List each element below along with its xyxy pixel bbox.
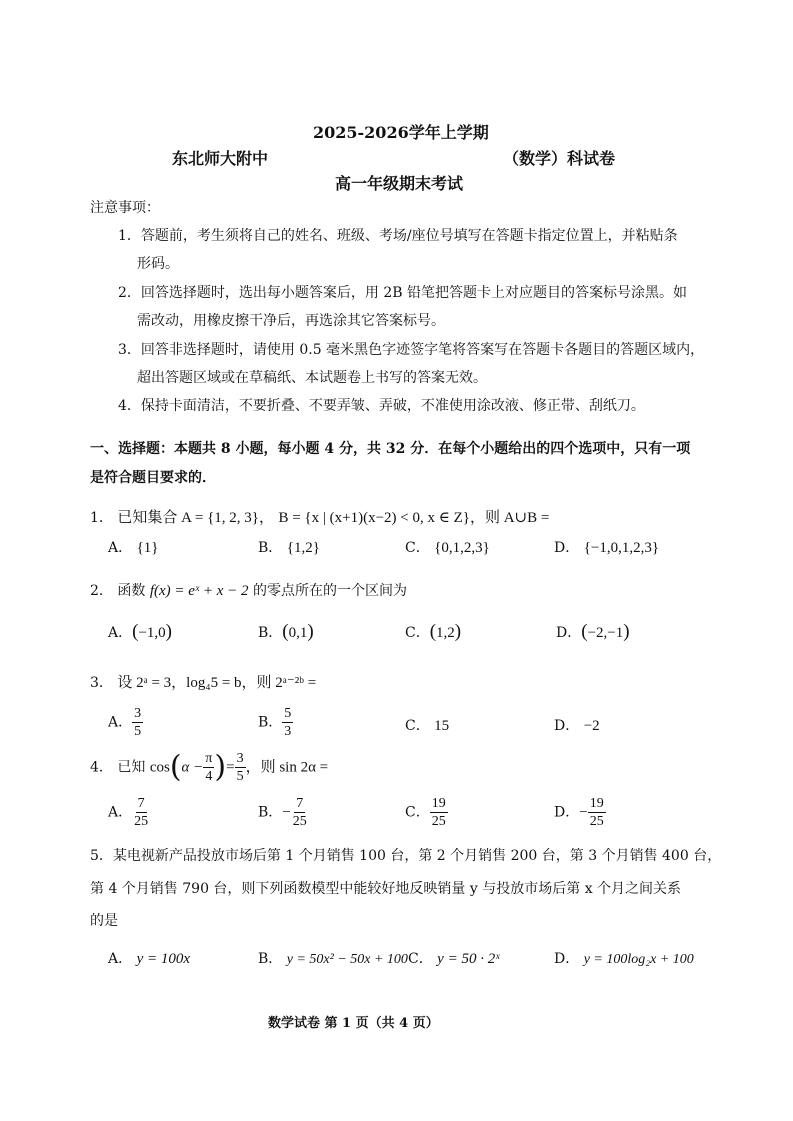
q5-option-b [258,948,408,968]
q2-option-c: C．(1,2) [405,621,462,642]
option-letter: D． [554,951,580,967]
term-title: 2025-2026学年上学期 [313,123,489,142]
q1-option-b [258,537,320,557]
q4-number: 4． [90,759,113,776]
option-sign: − [579,804,588,821]
option-text: {1,2} [286,540,320,556]
q5-option-a [108,948,190,968]
option-letter: B． [258,951,283,967]
option-letter: A． [108,540,133,556]
q3-stem [90,671,316,692]
q5-stem-line-2: 第 4 个月销售 790 台，则下列函数模型中能较好地反映销量 y 与投放市场后第 x 个月之间关系 [90,881,682,897]
option-letter: C． [408,951,433,967]
q4-alpha: α − [181,759,204,776]
q2-function: f(x) = eˣ + x − 2 [149,583,249,599]
q5-option-d [554,948,694,968]
fraction-numerator: 19 [431,796,446,811]
q2-stem-a: 函数 [117,583,146,599]
option-letter: B． [258,540,283,556]
q3-option-c [405,715,449,735]
q2-option-a: A．(−1,0) [108,621,172,642]
q4-equals: = [226,759,235,776]
option-text: −2,−1 [587,625,624,641]
option-text: {0,1,2,3} [434,540,490,556]
q2-number: 2． [90,583,113,599]
section-1-heading: 一、选择题：本题共 8 小题，每小题 4 分，共 32 分．在每个小题给出的四个选项中，只有一项 [90,441,691,457]
fraction-numerator: 19 [589,796,604,811]
fraction [430,795,448,830]
option-letter: D． [556,625,582,641]
q1-option-d [554,537,659,557]
fraction-3-5 [235,750,246,785]
option-text: y = 50 · 2ˣ [437,951,500,967]
q2-stem [90,580,407,600]
option-text: 0,1 [288,625,308,641]
option-letter: D． [554,718,580,734]
exam-title: 高一年级期末考试 [335,174,464,193]
q4-option-b [258,795,309,830]
subject-title: （数学）科试卷 [503,149,616,168]
option-letter: A． [108,625,133,641]
q3-number: 3． [90,675,113,691]
q1-stem [90,506,549,527]
q1-stem-a: 已知集合 A = {1, 2, 3}， [117,510,274,526]
q5-option-c [408,948,499,968]
q4-stem-b: ，则 sin 2α = [245,759,329,776]
q4-stem-a: 已知 [117,759,146,776]
q4-option-d [554,795,606,830]
option-letter: A． [108,804,133,821]
fraction [291,795,309,830]
notes-item-3: 3．回答非选择题时，请使用 0.5 毫米黑色字迹签字笔将答案写在答题卡各题目的答题区域内， [118,342,705,358]
fraction-pi-4 [203,750,214,785]
option-text: 1,2 [436,625,455,641]
option-letter: B． [258,625,283,641]
notes-item-2: 2．回答选择题时，选出每小题答案后，用 2B 铅笔把答题卡上对应题目的答案标号涂黑。如 [118,285,688,301]
fraction-denominator: 5 [134,724,142,739]
q4-option-a [108,795,150,830]
option-text: y = 100log₂x + 100 [583,952,694,967]
q5-stem-line-3: 的是 [90,913,118,929]
q1-option-a [108,537,158,557]
option-letter: B． [258,714,283,731]
option-text: −2 [583,718,600,734]
q1-option-c [405,537,490,557]
q3-option-b [258,705,293,740]
q4-stem [90,750,328,785]
option-letter: C． [405,718,430,734]
left-paren: ( [169,749,182,785]
fraction-numerator: π [205,751,213,766]
notes-item-4: 4．保持卡面清洁，不要折叠、不要弄皱、弄破，不准使用涂改液、修正带、刮纸刀。 [118,398,645,414]
q3-option-d [554,715,600,735]
q3-option-a [108,705,143,740]
fraction-numerator: 5 [284,706,292,721]
fraction-numerator: 7 [137,796,145,811]
fraction-denominator: 25 [134,814,149,829]
option-letter: D． [554,540,580,556]
notes-item-2-cont: 需改动，用橡皮擦干净后，再选涂其它答案标号。 [137,313,445,329]
school-name: 东北师大附中 [172,149,269,168]
fraction-denominator: 3 [284,724,292,739]
fraction-denominator: 4 [205,769,213,784]
q5-stem-line-1: 5．某电视新产品投放市场后第 1 个月销售 100 台，第 2 个月销售 200 台，第 3 个月销售 400 台， [90,848,722,864]
q4-cos: cos [149,759,170,776]
right-paren: ) [214,749,227,785]
q2-option-d: D．(−2,−1) [556,621,630,642]
fraction-numerator: 7 [296,796,304,811]
section-1-heading-cont: 是符合题目要求的． [90,470,216,486]
q3-stem-text: 设 2ᵃ = 3，log₄5 = b，则 2ᵃ⁻²ᵇ = [117,675,317,691]
fraction-denominator: 25 [589,814,604,829]
option-text: y = 50x² − 50x + 100 [286,952,408,967]
fraction-denominator: 25 [431,814,446,829]
option-letter: A． [108,951,133,967]
fraction-denominator: 5 [236,769,244,784]
fraction [132,795,150,830]
fraction [588,795,606,830]
notes-item-1: 1．答题前，考生须将自己的姓名、班级、考场/座位号填写在答题卡指定位置上，并粘贴条 [118,228,678,244]
fraction [282,705,293,740]
q1-stem-b: B = {x | (x+1)(x−2) < 0, x ∈ Z}，则 A∪B = [278,510,550,526]
fraction-numerator: 3 [236,751,244,766]
option-sign: − [282,804,291,821]
notes-item-3-cont: 超出答题区域或在草稿纸、本试题卷上书写的答案无效。 [137,370,487,386]
option-letter: D． [554,804,580,821]
fraction-numerator: 3 [134,706,142,721]
notes-title: 注意事项： [90,200,160,216]
option-text: −1,0 [138,625,166,641]
option-text: {−1,0,1,2,3} [583,540,660,556]
option-letter: C． [405,625,430,641]
option-letter: C． [405,540,430,556]
option-letter: A． [108,714,133,731]
option-text: {1} [136,540,159,556]
notes-item-1-cont: 形码。 [137,256,179,272]
page-footer: 数学试卷 第 1 页（共 4 页） [268,1016,439,1031]
q4-option-c [405,795,448,830]
option-letter: C． [405,804,430,821]
option-text: 15 [434,718,450,734]
fraction-denominator: 25 [292,814,307,829]
q1-number: 1． [90,510,113,526]
q2-stem-b: 的零点所在的一个区间为 [253,583,408,599]
option-letter: B． [258,804,283,821]
fraction [132,705,143,740]
option-text: y = 100x [136,951,191,967]
q2-option-b: B．(0,1) [258,621,314,642]
